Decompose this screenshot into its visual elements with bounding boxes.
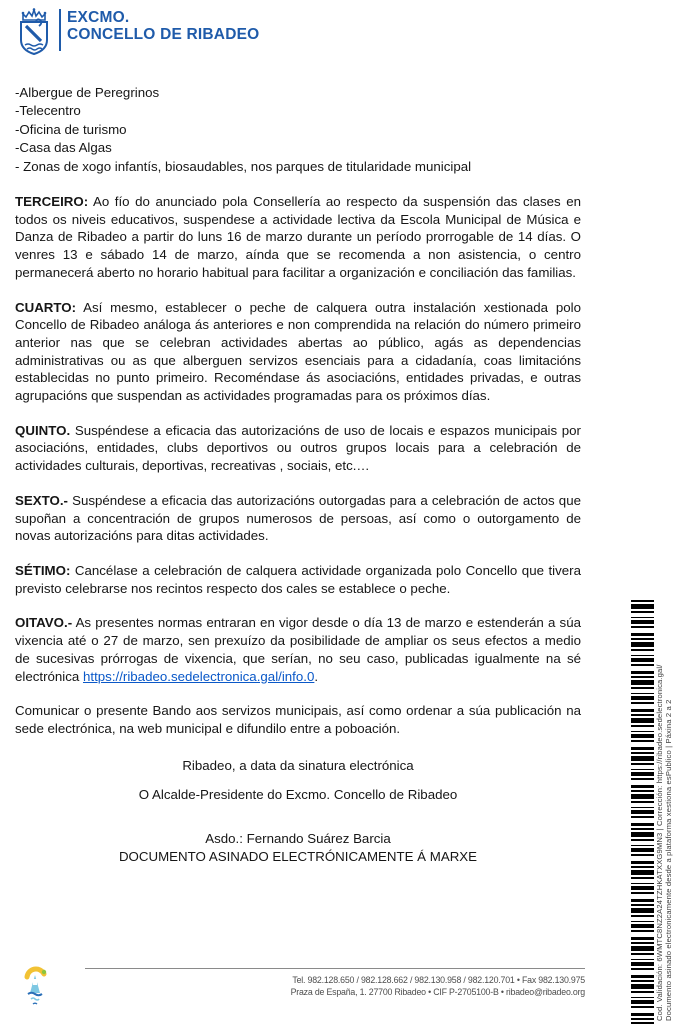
list-item: -Telecentro <box>15 103 81 119</box>
footer-contact <box>291 974 585 998</box>
header <box>15 8 259 56</box>
paragraph-cuarto <box>15 299 581 405</box>
paragraph-text: Suspéndese a eficacia das autorizacións de uso de locais e espazos municipais por asociacións, entidades, clubs deportivos ou outros grupos locais para a celebración de actividades culturais, deportivas, recreativas , sociais, etc.… <box>15 422 581 474</box>
validation-code-line: Cod. Validación: 6WMTC8NZ2A24TZHKATXXG9MN3 | Corrección: https://ribadeo.sedelectronica.gal/ <box>655 664 664 1021</box>
paragraph-label: TERCEIRO: <box>15 194 89 210</box>
signature-place-line: Ribadeo, a data da sinatura electrónica <box>182 757 414 773</box>
paragraph-text: Ao fío do anunciado pola Consellería ao respecto da suspensión das clases en todos os niveis educativos, suspendese a actividade lectiva da Escola Municipal de Música e Danza de Ribadeo a partir do luns 16 de marzo durante un período prorrogable de 14 días. O venres 13 e sábado 14 de marzo, aínda que se recomenda a non asistencia, o centro permanecerá aberto no horario habitual para facilitar a organización e conciliación das familias. <box>15 194 581 280</box>
list-item: - Zonas de xogo infantís, biosaudables, nos parques de titularidade municipal <box>15 158 472 174</box>
paragraph-quinto <box>15 422 581 475</box>
coat-of-arms-icon <box>15 8 53 56</box>
footer-address-line: Praza de España, 1. 27700 Ribadeo • CIF P-2705100-B • ribadeo@ribadeo.org <box>290 987 585 997</box>
signature-block <box>15 757 581 866</box>
header-divider <box>59 9 61 51</box>
lighthouse-logo-icon <box>20 963 50 1009</box>
list-item: -Albergue de Peregrinos <box>15 85 160 100</box>
footer-tel-line: Tel. 982.128.650 / 982.128.662 / 982.130.958 / 982.120.701 • Fax 982.130.975 <box>292 975 585 985</box>
paragraph-setimo <box>15 562 581 597</box>
list-item: -Oficina de turismo <box>15 121 127 137</box>
paragraph-terceiro <box>15 193 581 282</box>
validation-barcode <box>631 600 654 1024</box>
paragraph-label: SÉTIMO: <box>15 562 71 578</box>
sede-electronica-link[interactable]: https://ribadeo.sedelectronica.gal/info.0 <box>83 668 315 684</box>
org-title <box>67 8 259 43</box>
paragraph-text: Suspéndese a eficacia das autorizacións outorgadas para a celebración de actos que supoñan a concentración de grupos numerosos de persoas, así como o outorgamento de novas autorizacións para ditas actividades. <box>15 492 581 544</box>
paragraph-label: SEXTO.- <box>15 492 68 508</box>
paragraph-text: . <box>314 668 319 684</box>
org-name: CONCELLO DE RIBADEO <box>67 25 260 43</box>
paragraph-label: CUARTO: <box>15 299 77 315</box>
paragraph-label: QUINTO. <box>15 422 71 438</box>
footer-divider <box>85 968 585 969</box>
paragraph-text: Comunicar o presente Bando aos servizos municipais, así como ordenar a súa publicación na sede electrónica, na web municipal e difundilo entre a poboación. <box>15 703 581 736</box>
validation-meta <box>655 664 673 1021</box>
paragraph-text: Cancélase a celebración de calquera actividade organizada polo Concello que tivera previsto celebrarse nos recintos respecto dos cales se establece o peche. <box>15 562 581 596</box>
org-prefix: EXCMO. <box>67 9 130 26</box>
paragraph-closing <box>15 702 581 737</box>
signature-signed-line: Asdo.: Fernando Suárez Barcia <box>205 831 391 847</box>
validation-platform-line: Documento asinado electronicamente desde a plataforma xestiona esPublico | Páxina 2 a 2 <box>664 699 673 1021</box>
paragraph-sexto <box>15 492 581 545</box>
paragraph-label: OITAVO.- <box>15 615 73 631</box>
signature-role-line: O Alcalde-Presidente do Excmo. Concello de Ribadeo <box>138 787 458 803</box>
document-body <box>15 84 581 865</box>
paragraph-text: Así mesmo, establecer o peche de calquera outra instalación xestionada polo Concello de Ribadeo análoga ás anteriores e non comprendida na relación do número primeiro anterior nas que se celebran actividades abertas ao público, agás as dependencias administrativas ou as que alberguen servizos esenciais para a cidadanía, coas limitacións establecidas no punto primeiro. Recoméndase ás asociacións, entidades privadas, e outras agrupacións que suspendan as actividades programadas para os próximos días. <box>15 299 581 404</box>
paragraph-text: As presentes normas entraran en vigor desde o día 13 de marzo e estenderán a súa vixencia até o 27 de marzo, sen prexuízo da posibilidade de ampliar os seus efectos a medio de sucesivas prórrogas de vixencia, que serían, no seu caso, publicadas igualmente na sé electrónica <box>15 615 581 684</box>
list-item: -Casa das Algas <box>15 140 112 156</box>
paragraph-oitavo <box>15 614 581 685</box>
facility-list <box>15 84 581 176</box>
signature-note-line: DOCUMENTO ASINADO ELECTRÓNICAMENTE Á MARXE <box>118 848 478 864</box>
